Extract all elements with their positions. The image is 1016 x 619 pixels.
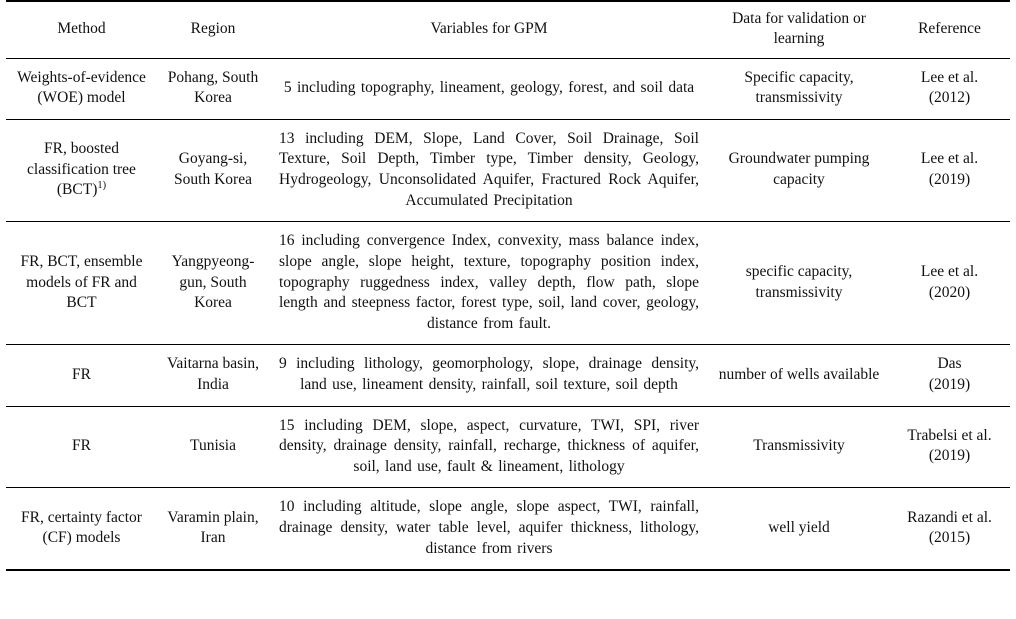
cell-variables: 13 including DEM, Slope, Land Cover, Soil Drainage, Soil Texture, Soil Depth, Timber type, Timber density, Geology, Hydrogeology, Unconsolidated Aquifer, Fractured Rock Aquifer, Accumulated Precipitation (279, 129, 699, 209)
table-row (6, 345, 1010, 406)
cell-method: FR, certainty factor (CF) models (21, 508, 142, 547)
table-header (6, 1, 1010, 58)
cell-variables: 16 including convergence Index, convexity, mass balance index, slope angle, slope height, texture, topography position index, topography ruggedness index, valley depth, flow path, slope length and steepness factor, forest type, soil, land cover, geology, distance from fault. (279, 232, 699, 332)
column-header-variables: Variables for GPM (430, 19, 548, 37)
cell-validation-data: Groundwater pumping capacity (728, 150, 870, 189)
table-row (6, 222, 1010, 345)
cell-method: Weights-of-evidence (WOE) model (17, 68, 146, 107)
table-body (6, 58, 1010, 570)
column-header-region: Region (190, 19, 236, 37)
column-header-reference: Reference (918, 19, 981, 37)
cell-validation-data: Transmissivity (753, 437, 845, 455)
cell-variables: 15 including DEM, slope, aspect, curvature, TWI, SPI, river density, drainage density, rainfall, recharge, thickness of aquifer, soil, land use, fault & lineament, lithology (279, 416, 699, 475)
cell-reference (889, 222, 1010, 345)
cell-variables: 5 including topography, lineament, geology, forest, and soil data (283, 78, 695, 96)
cell-method (6, 119, 157, 221)
table-row (6, 488, 1010, 570)
table-row (6, 58, 1010, 119)
cell-region: Varamin plain, Iran (167, 508, 259, 547)
reference-year: (2019) (928, 171, 971, 189)
cell-region: Yangpyeong-gun, South Korea (171, 252, 255, 312)
cell-region: Vaitarna basin, India (166, 355, 260, 393)
cell-method-superscript: 1) (97, 180, 107, 192)
cell-method: FR (72, 437, 91, 455)
cell-method-text: FR, boosted classification tree (BCT) (27, 140, 136, 199)
cell-method: FR, BCT, ensemble models of FR and BCT (20, 252, 143, 312)
reference-year: (2012) (928, 89, 971, 107)
cell-region: Pohang, South Korea (167, 68, 259, 107)
cell-validation-data: specific capacity, transmissivity (745, 263, 853, 301)
comparison-table (6, 0, 1010, 571)
reference-author: Das (937, 355, 962, 373)
table-row (6, 406, 1010, 488)
reference-year: (2019) (928, 375, 971, 393)
cell-variables: 9 including lithology, geomorphology, slope, drainage density, land use, lineament density, rainfall, soil texture, soil depth (279, 355, 699, 393)
table-header-row (6, 1, 1010, 58)
cell-reference (889, 406, 1010, 488)
reference-author: Lee et al. (920, 263, 979, 281)
reference-year: (2020) (928, 283, 971, 301)
column-header-method: Method (57, 19, 106, 37)
cell-region: Tunisia (190, 437, 236, 455)
table-row (6, 119, 1010, 221)
cell-variables: 10 including altitude, slope angle, slope aspect, TWI, rainfall, drainage density, water table level, aquifer thickness, lithology, distance from rivers (279, 498, 699, 557)
cell-validation-data: well yield (768, 519, 830, 537)
cell-region: Goyang-si, South Korea (174, 150, 252, 189)
cell-validation-data: number of wells available (718, 365, 880, 383)
cell-validation-data: Specific capacity, transmissivity (744, 68, 854, 107)
column-header-validation: Data for validation or learning (732, 10, 866, 47)
cell-reference (889, 58, 1010, 119)
cell-reference (889, 488, 1010, 570)
reference-author: Razandi et al. (907, 508, 992, 526)
reference-author: Trabelsi et al. (907, 426, 992, 444)
reference-author: Lee et al. (920, 68, 979, 86)
reference-year: (2015) (928, 529, 971, 547)
cell-reference (889, 345, 1010, 406)
cell-method: FR (72, 365, 91, 383)
cell-reference (889, 119, 1010, 221)
reference-year: (2019) (928, 447, 971, 465)
reference-author: Lee et al. (920, 150, 979, 168)
